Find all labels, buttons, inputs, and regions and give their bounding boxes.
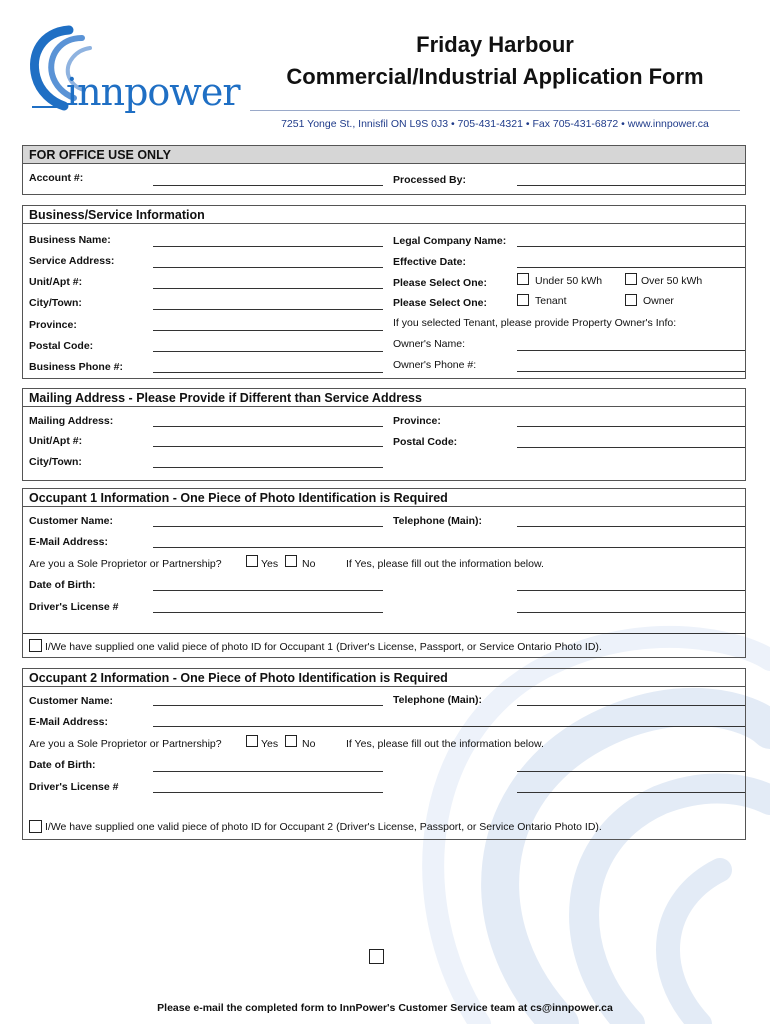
processed-by-label: Processed By: — [393, 174, 466, 186]
footer-note: Please e-mail the completed form to InnPower's Customer Service team at cs@innpower.ca — [157, 1002, 613, 1014]
mailing-province-field[interactable] — [517, 426, 745, 427]
occupant1-if-yes-note: If Yes, please fill out the information below. — [346, 558, 544, 570]
business-name-label: Business Name: — [29, 234, 111, 246]
occupant2-id-checkbox[interactable] — [29, 820, 42, 833]
processed-by-field[interactable] — [517, 185, 745, 186]
occupant1-section — [22, 488, 746, 658]
office-use-section — [22, 145, 746, 195]
mailing-unit-label: Unit/Apt #: — [29, 435, 83, 447]
occupant1-telephone-label: Telephone (Main): — [393, 515, 483, 527]
occupant2-email-label: E-Mail Address: — [29, 716, 108, 728]
occupant1-sole-question: Are you a Sole Proprietor or Partnership? — [29, 558, 222, 570]
office-use-title: FOR OFFICE USE ONLY — [23, 146, 745, 164]
city-field[interactable] — [153, 309, 383, 310]
occupant1-email-field[interactable] — [153, 547, 745, 548]
occupant2-telephone-label: Telephone (Main): — [393, 694, 483, 706]
occupant2-license-label: Driver's License # — [29, 781, 119, 793]
occupant1-license-label: Driver's License # — [29, 601, 119, 613]
occupant2-extra-field-1[interactable] — [517, 771, 745, 772]
legal-name-label: Legal Company Name: — [393, 235, 507, 247]
service-address-label: Service Address: — [29, 255, 115, 267]
mailing-section — [22, 388, 746, 481]
province-field[interactable] — [153, 330, 383, 331]
business-phone-field[interactable] — [153, 372, 383, 373]
occupant1-email-label: E-Mail Address: — [29, 536, 108, 548]
effective-date-field[interactable] — [517, 267, 745, 268]
under-50-label: Under 50 kWh — [535, 275, 603, 287]
occupant1-id-checkbox[interactable] — [29, 639, 42, 652]
occupant2-section — [22, 668, 746, 840]
occupant1-divider — [23, 633, 745, 634]
business-section — [22, 205, 746, 379]
occupant1-license-field[interactable] — [153, 612, 383, 613]
occupant2-id-confirm: I/We have supplied one valid piece of photo ID for Occupant 2 (Driver's License, Passport, or Service Ontario Photo ID). — [45, 821, 602, 833]
logo-underline — [32, 106, 68, 108]
under-50-checkbox[interactable] — [517, 273, 529, 285]
owner-phone-label: Owner's Phone #: — [393, 359, 477, 371]
occupant1-yes-label: Yes — [261, 558, 279, 570]
mailing-postal-field[interactable] — [517, 447, 745, 448]
effective-date-label: Effective Date: — [393, 256, 466, 268]
occupant1-title: Occupant 1 Information - One Piece of Photo Identification is Required — [23, 489, 745, 507]
occupant1-id-confirm: I/We have supplied one valid piece of photo ID for Occupant 1 (Driver's License, Passport, or Service Ontario Photo ID). — [45, 641, 602, 653]
logo-text: innpower — [66, 70, 240, 114]
business-section-title: Business/Service Information — [23, 206, 745, 224]
occupant2-no-checkbox[interactable] — [285, 735, 297, 747]
business-phone-label: Business Phone #: — [29, 361, 123, 373]
occupant1-extra-field-2[interactable] — [517, 612, 745, 613]
occupant2-title: Occupant 2 Information - One Piece of Photo Identification is Required — [23, 669, 745, 687]
owner-checkbox[interactable] — [625, 294, 637, 306]
occupant1-dob-label: Date of Birth: — [29, 579, 96, 591]
occupant2-dob-label: Date of Birth: — [29, 759, 96, 771]
postal-code-field[interactable] — [153, 351, 383, 352]
occupant2-if-yes-note: If Yes, please fill out the information below. — [346, 738, 544, 750]
occupant1-no-label: No — [302, 558, 316, 570]
occupant2-sole-question: Are you a Sole Proprietor or Partnership? — [29, 738, 222, 750]
over-50-label: Over 50 kWh — [641, 275, 703, 287]
unit-field[interactable] — [153, 288, 383, 289]
owner-name-label: Owner's Name: — [393, 338, 466, 350]
tenant-label: Tenant — [535, 295, 567, 307]
mailing-section-title: Mailing Address - Please Provide if Different than Service Address — [23, 389, 745, 407]
postal-code-label: Postal Code: — [29, 340, 94, 352]
account-label: Account #: — [29, 172, 84, 184]
business-name-field[interactable] — [153, 246, 383, 247]
form-title-line2: Commercial/Industrial Application Form — [286, 64, 704, 89]
occupant1-yes-checkbox[interactable] — [246, 555, 258, 567]
city-label: City/Town: — [29, 297, 82, 309]
province-label: Province: — [29, 319, 77, 331]
mailing-postal-label: Postal Code: — [393, 436, 458, 448]
occupant1-extra-field-1[interactable] — [517, 590, 745, 591]
account-field[interactable] — [153, 185, 383, 186]
occupant2-no-label: No — [302, 738, 316, 750]
header-divider — [250, 110, 740, 111]
mailing-address-label: Mailing Address: — [29, 415, 114, 427]
occupant2-customer-field[interactable] — [153, 705, 383, 706]
mailing-address-field[interactable] — [153, 426, 383, 427]
owner-phone-field[interactable] — [517, 371, 745, 372]
select-usage-label: Please Select One: — [393, 277, 487, 289]
occupant2-dob-field[interactable] — [153, 771, 383, 772]
occupant2-email-field[interactable] — [153, 726, 745, 727]
occupant1-no-checkbox[interactable] — [285, 555, 297, 567]
tenant-note: If you selected Tenant, please provide Property Owner's Info: — [393, 317, 677, 329]
occupant1-customer-field[interactable] — [153, 526, 383, 527]
occupant2-telephone-field[interactable] — [517, 705, 745, 706]
innpower-logo — [22, 20, 247, 120]
occupant2-license-field[interactable] — [153, 792, 383, 793]
tenant-checkbox[interactable] — [517, 294, 529, 306]
over-50-checkbox[interactable] — [625, 273, 637, 285]
form-title-line1: Friday Harbour — [416, 32, 574, 57]
unit-label: Unit/Apt #: — [29, 276, 83, 288]
legal-name-field[interactable] — [517, 246, 745, 247]
select-occupancy-label: Please Select One: — [393, 297, 487, 309]
occupant1-telephone-field[interactable] — [517, 526, 745, 527]
owner-name-field[interactable] — [517, 350, 745, 351]
mailing-city-field[interactable] — [153, 467, 383, 468]
occupant1-dob-field[interactable] — [153, 590, 383, 591]
company-address: 7251 Yonge St., Innisfil ON L9S 0J3 • 705-431-4321 • Fax 705-431-6872 • www.innpower.ca — [281, 118, 709, 130]
occupant2-yes-label: Yes — [261, 738, 279, 750]
mailing-city-label: City/Town: — [29, 456, 82, 468]
owner-label: Owner — [643, 295, 674, 307]
occupant2-customer-label: Customer Name: — [29, 695, 114, 707]
occupant2-yes-checkbox[interactable] — [246, 735, 258, 747]
standalone-checkbox[interactable] — [369, 949, 384, 964]
occupant1-customer-label: Customer Name: — [29, 515, 114, 527]
mailing-unit-field[interactable] — [153, 446, 383, 447]
mailing-province-label: Province: — [393, 415, 441, 427]
service-address-field[interactable] — [153, 267, 383, 268]
occupant2-extra-field-2[interactable] — [517, 792, 745, 793]
